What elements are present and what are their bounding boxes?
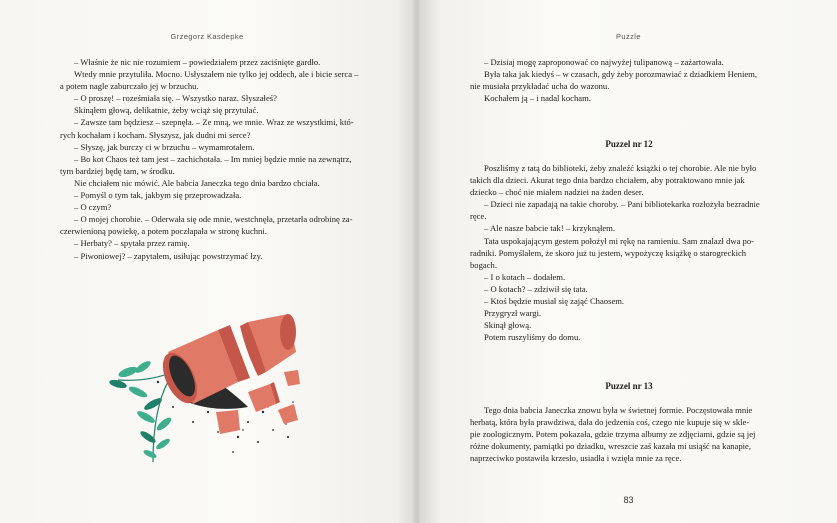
text-line: dziecko – choć nie miałem nadziei na żaden deser. (470, 187, 644, 198)
text-line: – Piwoniowej? – zapytałem, usiłując powstrzymać łzy. (74, 250, 263, 261)
text-line: – Pomyśl o tym tak, jakbym się przeprowadzała. (74, 190, 242, 201)
section-13-text (470, 404, 788, 464)
text-line: – O czym? (74, 202, 112, 213)
right-page (420, 0, 837, 523)
text-line: – Bo kot Chaos też tam jest – zachichotała. – Im mniej będzie mnie na zewnątrz, (74, 153, 352, 164)
text-line: Skinąłem głową, delikatnie, żeby wciąż się przytulać. (74, 105, 259, 116)
tipped-pot (156, 325, 250, 408)
text-line: – Słyszę, jak burczy ci w brzuchu – wymamrotałem. (74, 141, 255, 152)
text-line: Nie chciałem nic mówić. Ale babcia Janeczka tego dnia bardzo chciała. (74, 177, 320, 188)
text-line: – I o kotach – dodałem. (484, 271, 566, 282)
text-line: Tata uspokajającym gestem położył mi rękę na ramieniu. Sam znalazł dwa po- (484, 235, 755, 246)
running-head-author: Grzegorz Kasdepke (170, 32, 244, 41)
text-line: rych kochałam i kocham. Słyszysz, jak dudni mi serce? (60, 129, 251, 140)
section-heading: Puzzel nr 12 (605, 139, 653, 149)
section-heading: Puzzel nr 13 (605, 381, 653, 391)
text-line: a potem nagle zaburczało jej w brzuchu. (60, 81, 199, 92)
text-line: – O kotach? – zdziwił się tata. (484, 283, 588, 294)
text-line: takich dla dzieci. Akurat tego dnia bardzo chciałem, aby potraktowano mnie jak (470, 175, 745, 186)
text-line: ręce. (470, 211, 487, 222)
page-number: 83 (623, 495, 634, 505)
text-line: – Ale nasze babcie tak! – krzyknąłem. (484, 223, 615, 234)
text-line: radniki. Pomyślałem, że skoro już tu jestem, wypożyczę książkę o starogreckich (470, 247, 747, 258)
text-line: Potem ruszyliśmy do domu. (484, 332, 581, 343)
text-line: różne dokumenty, pamiątki po dziadku, wreszcie zaś kazała mi usiąść na kanapie, (470, 441, 752, 452)
running-head-title: Puzzle (616, 32, 641, 41)
plant-leaves (108, 359, 173, 462)
text-line: – Zawsze tam będziesz – szepnęła. – Ze mną, we mnie. Wraz ze wszystkimi, któ- (74, 117, 354, 128)
right-intro-text (470, 56, 788, 104)
left-page (0, 0, 414, 523)
section-heading-13-wrap (470, 380, 788, 392)
text-line: – Właśnie że nic nie rozumiem – powiedziałem przez zaciśnięte gardło. (74, 57, 321, 67)
text-line: herbatą, która była prawdziwa, dała do jedzenia coś, czego nie kupuje się w skle- (470, 417, 750, 428)
text-line: – O proszę! – roześmiała się. – Wszystko naraz. Słyszałeś? (74, 93, 277, 104)
section-heading-12-wrap (470, 138, 788, 150)
section-12-text (470, 162, 788, 343)
text-line: Skinął głową. (484, 320, 532, 331)
text-line: Wtedy mnie przytuliła. Mocno. Usłyszałem nie tylko jej oddech, ale i bicie serca – (74, 69, 359, 80)
text-line: pie zoologicznym. Potem pokazała, gdzie trzyma albumy ze zdjęciami, gdzie są jej (470, 429, 756, 440)
text-line: bogach. (470, 259, 497, 270)
broken-pot (240, 314, 296, 376)
text-line: – Herbaty? – spytała przez ramię. (74, 238, 190, 249)
text-line: naprzeciwko postawiła krzesło, usiadła i wzięła mnie za ręce. (470, 453, 682, 464)
text-line: Była taka jak kiedyś – w czasach, gdy żeby porozmawiać z dziadkiem Heniem, (484, 69, 757, 80)
left-page-text (60, 56, 372, 262)
text-line: – Ktoś będzie musiał się zająć Chaosem. (484, 296, 625, 307)
text-line: – Dzieci nie zapadają na takie choroby. – Pani bibliotekarka rozłożyła bezradnie (484, 199, 760, 210)
text-line: czerwienioną powiekę, a potem poczłapała w stronę kuchni. (60, 226, 267, 237)
text-line: Poszliśmy z tatą do biblioteki, żeby znaleźć książki o tej chorobie. Ale nie było (484, 163, 757, 173)
text-line: – O mojej chorobie. – Oderwała się ode mnie, westchnęła, przetarła odrobinę za- (74, 214, 353, 225)
text-line: nie musiała przykładać ucha do wazonu. (470, 81, 610, 92)
text-line: Przygryzł wargi. (484, 308, 542, 319)
text-line: tym bardziej będę tam, w środku. (60, 165, 175, 176)
text-line: Kochałem ją – i nadal kocham. (484, 93, 591, 104)
text-line: Tego dnia babcia Janeczka znowu była w świetnej formie. Poczęstowała mnie (484, 405, 753, 415)
text-line: – Dzisiaj mogę zaproponować co najwyżej tulipanową – zażartowała. (484, 57, 724, 67)
broken-flower-pots-illustration (98, 312, 308, 472)
